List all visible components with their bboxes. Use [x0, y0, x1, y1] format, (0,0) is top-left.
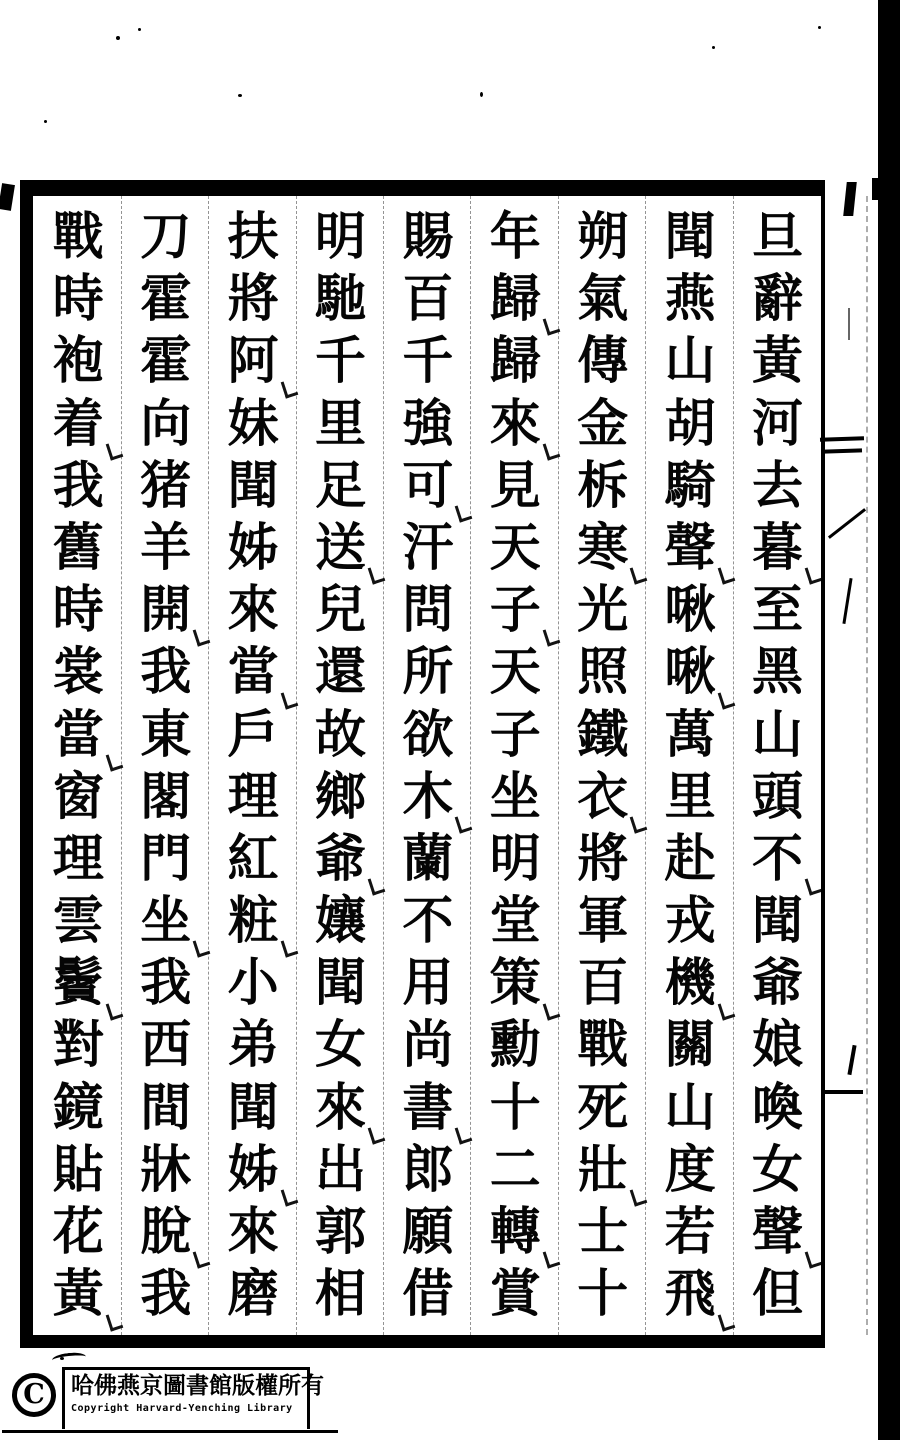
poem-char: 木 [402, 766, 454, 827]
poem-char: 所 [402, 642, 454, 703]
poem-char: 裳 [52, 642, 104, 703]
poem-char: 女 [751, 1139, 803, 1200]
poem-char: 辭 [751, 269, 803, 330]
poem-column-1 [734, 206, 821, 1325]
ink-blob [0, 183, 15, 211]
poem-char: 天 [489, 642, 541, 703]
poem-char: 時 [52, 269, 104, 330]
poem-char: 飛 [664, 1264, 716, 1325]
poem-char: 着 [52, 393, 104, 454]
ink-squiggle [52, 1351, 87, 1365]
poem-char: 不 [751, 828, 803, 889]
poem-char: 賞 [489, 1264, 541, 1325]
margin-mark [820, 436, 864, 442]
poem-char: 戰 [52, 207, 104, 267]
poem-char: 但 [751, 1264, 803, 1325]
poem-char: 鬢 [52, 953, 104, 1014]
poem-char: 柝 [577, 455, 629, 516]
poem-char: 河 [751, 393, 803, 454]
poem-char: 羊 [140, 517, 192, 578]
poem-char: 機 [664, 953, 716, 1014]
poem-char: 蘭 [402, 828, 454, 889]
poem-char: 十 [577, 1264, 629, 1325]
poem-char: 騎 [664, 455, 716, 516]
poem-char: 不 [402, 891, 454, 952]
poem-char: 女 [314, 1015, 366, 1076]
poem-char: 紅 [227, 828, 279, 889]
poem-char: 燕 [664, 269, 716, 330]
poem-char: 黃 [52, 1264, 104, 1325]
poem-char: 弟 [227, 1015, 279, 1076]
poem-char: 霍 [140, 269, 192, 330]
poem-char: 鄉 [314, 766, 366, 827]
poem-char: 赴 [664, 828, 716, 889]
poem-char: 寒 [577, 517, 629, 578]
poem-char: 當 [227, 642, 279, 703]
poem-char: 頭 [751, 766, 803, 827]
poem-char: 阿 [227, 331, 279, 392]
poem-char: 百 [402, 269, 454, 330]
poem-char: 聞 [314, 953, 366, 1014]
poem-char: 聲 [751, 1202, 803, 1262]
poem-char: 子 [489, 580, 541, 641]
poem-char: 雲 [52, 891, 104, 952]
poem-char: 聞 [751, 891, 803, 952]
poem-char: 聞 [227, 455, 279, 516]
stamp-english-text: Copyright Harvard-Yenching Library [71, 1403, 293, 1414]
poem-char: 娘 [751, 1015, 803, 1076]
poem-char: 借 [402, 1264, 454, 1325]
poem-char: 萬 [664, 704, 716, 765]
poem-char: 朔 [577, 207, 629, 267]
poem-char: 妹 [227, 393, 279, 454]
margin-mark [847, 1045, 856, 1075]
poem-char: 賜 [402, 207, 454, 267]
poem-char: 粧 [227, 891, 279, 952]
stamp-text-box [62, 1367, 324, 1429]
poem-char: 子 [489, 704, 541, 765]
scan-speck [238, 94, 242, 97]
poem-char: 聲 [664, 517, 716, 578]
poem-char: 堂 [489, 891, 541, 952]
poem-char: 來 [227, 580, 279, 641]
poem-char: 暮 [751, 517, 803, 578]
poem-char: 來 [314, 1077, 366, 1138]
poem-char: 姊 [227, 517, 279, 578]
poem-char: 山 [664, 331, 716, 392]
copyright-icon [12, 1373, 56, 1417]
poem-column-2 [647, 206, 734, 1325]
poem-char: 策 [489, 953, 541, 1014]
poem-char: 戰 [577, 1015, 629, 1076]
poem-char: 爺 [751, 953, 803, 1014]
poem-char: 西 [140, 1015, 192, 1076]
poem-char: 坐 [140, 891, 192, 952]
poem-char: 理 [52, 828, 104, 889]
poem-char: 可 [402, 455, 454, 516]
page-frame [20, 180, 825, 1348]
poem-char: 聞 [227, 1077, 279, 1138]
poem-char: 花 [52, 1202, 104, 1262]
poem-char: 喚 [751, 1077, 803, 1138]
poem-char: 金 [577, 393, 629, 454]
poem-char: 將 [577, 828, 629, 889]
poem-char: 我 [52, 455, 104, 516]
poem-char: 十 [489, 1077, 541, 1138]
poem-char: 千 [402, 331, 454, 392]
poem-char: 氣 [577, 269, 629, 330]
poem-char: 將 [227, 269, 279, 330]
poem-char: 脫 [140, 1202, 192, 1262]
poem-char: 山 [751, 704, 803, 765]
poem-char: 舊 [52, 517, 104, 578]
poem-char: 鐵 [577, 704, 629, 765]
margin-rule [866, 196, 868, 1335]
poem-char: 去 [751, 455, 803, 516]
scan-speck [138, 28, 141, 31]
scan-speck [480, 92, 483, 97]
stamp-chinese-text: 哈佛燕京圖書館版權所有 [71, 1372, 324, 1399]
poem-char: 我 [140, 1264, 192, 1325]
poem-char: 郎 [402, 1139, 454, 1200]
poem-column-8 [122, 206, 209, 1325]
margin-mark [848, 308, 850, 340]
poem-char: 郭 [314, 1202, 366, 1262]
poem-column-5 [384, 206, 471, 1325]
poem-column-7 [210, 206, 297, 1325]
poem-char: 歸 [489, 331, 541, 392]
poem-char: 歸 [489, 269, 541, 330]
border-segment [872, 178, 900, 200]
poem-char: 牀 [140, 1139, 192, 1200]
scan-speck [818, 26, 821, 29]
poem-char: 送 [314, 517, 366, 578]
poem-char: 黃 [751, 331, 803, 392]
poem-char: 爺 [314, 828, 366, 889]
poem-char: 欲 [402, 704, 454, 765]
poem-char: 天 [489, 517, 541, 578]
poem-char: 坐 [489, 766, 541, 827]
poem-char: 門 [140, 828, 192, 889]
poem-char: 里 [314, 393, 366, 454]
poem-char: 願 [402, 1202, 454, 1262]
scan-speck [44, 120, 47, 123]
poem-char: 聞 [664, 207, 716, 267]
poem-char: 來 [227, 1202, 279, 1262]
poem-char: 見 [489, 455, 541, 516]
poem-char: 書 [402, 1077, 454, 1138]
poem-char: 軍 [577, 891, 629, 952]
frame-corner-mark [843, 182, 857, 216]
poem-char: 二 [489, 1139, 541, 1200]
poem-char: 時 [52, 580, 104, 641]
margin-mark [842, 578, 852, 624]
scan-gutter-bar [878, 0, 900, 1440]
poem-char: 胡 [664, 393, 716, 454]
poem-char: 死 [577, 1077, 629, 1138]
poem-char: 若 [664, 1202, 716, 1262]
poem-char: 出 [314, 1139, 366, 1200]
margin-mark [828, 508, 866, 539]
poem-char: 鏡 [52, 1077, 104, 1138]
poem-column-6 [297, 206, 384, 1325]
poem-char: 明 [314, 207, 366, 267]
poem-column-4 [472, 206, 559, 1325]
poem-char: 東 [140, 704, 192, 765]
scan-speck [712, 46, 715, 49]
poem-char: 故 [314, 704, 366, 765]
poem-char: 啾 [664, 642, 716, 703]
poem-char: 袍 [52, 331, 104, 392]
poem-char: 窗 [52, 766, 104, 827]
poem-char: 向 [140, 393, 192, 454]
poem-column-3 [559, 206, 646, 1325]
poem-char: 我 [140, 953, 192, 1014]
poem-char: 霍 [140, 331, 192, 392]
stamp-bottom-rule [2, 1430, 338, 1433]
poem-char: 千 [314, 331, 366, 392]
poem-char: 戎 [664, 891, 716, 952]
poem-char: 汗 [402, 517, 454, 578]
poem-char: 勳 [489, 1015, 541, 1076]
poem-char: 我 [140, 642, 192, 703]
library-stamp [0, 1345, 370, 1440]
poem-char: 年 [489, 207, 541, 267]
poem-char: 相 [314, 1264, 366, 1325]
poem-char: 用 [402, 953, 454, 1014]
poem-char: 開 [140, 580, 192, 641]
poem-char: 至 [751, 580, 803, 641]
poem-char: 山 [664, 1077, 716, 1138]
poem-char: 光 [577, 580, 629, 641]
poem-char: 貼 [52, 1139, 104, 1200]
poem-char: 理 [227, 766, 279, 827]
poem-char: 戶 [227, 704, 279, 765]
poem-char: 傳 [577, 331, 629, 392]
poem-char: 啾 [664, 580, 716, 641]
poem-char: 扶 [227, 207, 279, 267]
poem-char: 轉 [489, 1202, 541, 1262]
poem-char: 還 [314, 642, 366, 703]
poem-char: 士 [577, 1202, 629, 1262]
poem-char: 照 [577, 642, 629, 703]
poem-char: 明 [489, 828, 541, 889]
poem-char: 問 [402, 580, 454, 641]
poem-char: 衣 [577, 766, 629, 827]
poem-char: 百 [577, 953, 629, 1014]
poem-char: 來 [489, 393, 541, 454]
margin-mark [823, 1090, 863, 1094]
poem-char: 里 [664, 766, 716, 827]
poem-char: 關 [664, 1015, 716, 1076]
scan-speck [116, 36, 120, 40]
margin-mark [824, 448, 862, 453]
poem-char: 強 [402, 393, 454, 454]
poem-char: 黑 [751, 642, 803, 703]
poem-char: 間 [140, 1077, 192, 1138]
poem-char: 猪 [140, 455, 192, 516]
poem-char: 刀 [140, 207, 192, 267]
poem-char: 旦 [751, 207, 803, 267]
poem-char: 孃 [314, 891, 366, 952]
poem-char: 足 [314, 455, 366, 516]
poem-char: 磨 [227, 1264, 279, 1325]
poem-char: 尚 [402, 1015, 454, 1076]
poem-column-9 [35, 206, 122, 1325]
poem-char: 度 [664, 1139, 716, 1200]
poem-char: 對 [52, 1015, 104, 1076]
poem-char: 當 [52, 704, 104, 765]
poem-char: 馳 [314, 269, 366, 330]
poem-char: 閣 [140, 766, 192, 827]
poem-columns [33, 196, 821, 1335]
copyright-letter: C [23, 1379, 45, 1410]
poem-char: 壯 [577, 1139, 629, 1200]
poem-char: 姊 [227, 1139, 279, 1200]
poem-char: 兒 [314, 580, 366, 641]
poem-char: 小 [227, 953, 279, 1014]
